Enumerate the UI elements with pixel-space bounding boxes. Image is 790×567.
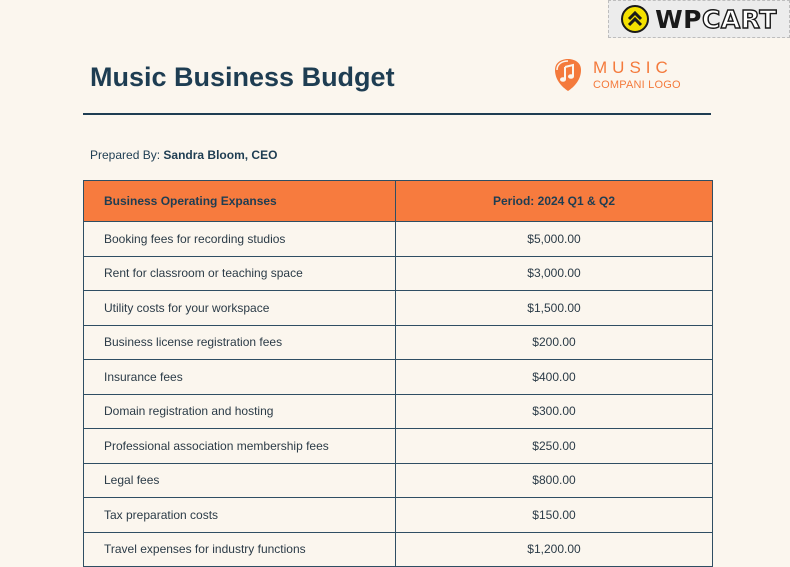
expense-item: Travel expenses for industry functions — [84, 532, 396, 567]
table-row — [84, 463, 713, 498]
expense-amount: $300.00 — [396, 394, 713, 429]
expense-item: Tax preparation costs — [84, 498, 396, 533]
watermark-brand-b: CART — [702, 4, 777, 34]
prepared-by-label: Prepared By: — [90, 148, 161, 162]
header-expenses: Business Operating Expanses — [84, 181, 396, 222]
logo-word: MUSIC — [593, 58, 673, 77]
expense-amount: $200.00 — [396, 325, 713, 360]
music-note-shield-icon — [552, 58, 584, 92]
expense-amount: $5,000.00 — [396, 222, 713, 257]
chevron-up-icon — [621, 5, 649, 33]
expense-amount: $400.00 — [396, 360, 713, 395]
expense-amount: $800.00 — [396, 463, 713, 498]
watermark-brand-a: WP — [655, 4, 702, 34]
expense-item: Insurance fees — [84, 360, 396, 395]
table-row — [84, 222, 713, 257]
table-row — [84, 325, 713, 360]
expense-item: Business license registration fees — [84, 325, 396, 360]
table-row — [84, 429, 713, 464]
table-row — [84, 394, 713, 429]
expense-amount: $150.00 — [396, 498, 713, 533]
expense-item: Legal fees — [84, 463, 396, 498]
title-divider — [83, 113, 711, 115]
company-logo — [552, 58, 681, 92]
table-row — [84, 360, 713, 395]
table-row — [84, 256, 713, 291]
table-row — [84, 498, 713, 533]
expense-item: Utility costs for your workspace — [84, 291, 396, 326]
prepared-by-name: Sandra Bloom, CEO — [163, 148, 278, 162]
expense-item: Professional association membership fees — [84, 429, 396, 464]
expense-item: Rent for classroom or teaching space — [84, 256, 396, 291]
expense-amount: $1,200.00 — [396, 532, 713, 567]
expense-amount: $3,000.00 — [396, 256, 713, 291]
prepared-by-line — [90, 148, 277, 162]
watermark — [608, 0, 790, 38]
watermark-text — [655, 4, 777, 34]
expense-amount: $250.00 — [396, 429, 713, 464]
expense-item: Domain registration and hosting — [84, 394, 396, 429]
expense-amount: $1,500.00 — [396, 291, 713, 326]
page-title: Music Business Budget — [90, 62, 395, 92]
expense-item: Booking fees for recording studios — [84, 222, 396, 257]
header-period: Period: 2024 Q1 & Q2 — [396, 181, 713, 222]
budget-table — [83, 180, 713, 567]
table-row — [84, 291, 713, 326]
logo-subtitle: COMPANI LOGO — [593, 79, 681, 91]
table-header-row — [84, 181, 713, 222]
table-row — [84, 532, 713, 567]
